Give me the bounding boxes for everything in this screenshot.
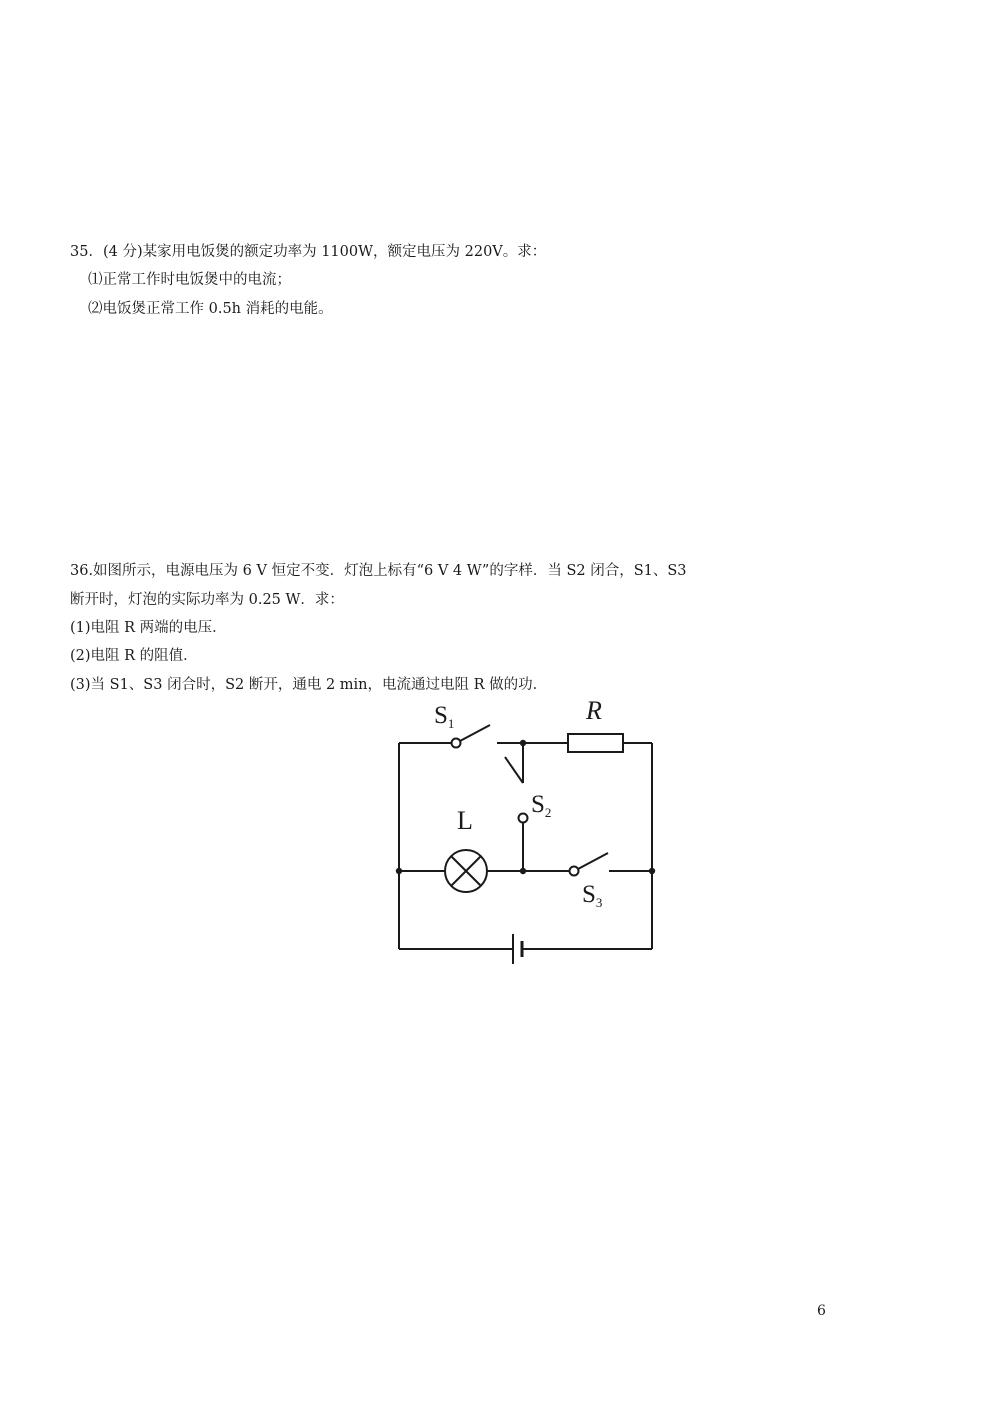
- label-s3: $S_3$: [582, 881, 603, 910]
- circuit-diagram: [380, 695, 680, 975]
- label-r: R: [586, 696, 602, 725]
- junction-right: [649, 868, 655, 874]
- resistor-r: [568, 734, 623, 752]
- switch-s2-pivot: [519, 814, 528, 823]
- junction-left: [396, 868, 402, 874]
- switch-s3-blade: [578, 853, 608, 869]
- label-lamp: L: [457, 806, 473, 835]
- page-number: 6: [817, 1303, 826, 1319]
- q36-part-2: (2)电阻 R 的阻值．: [70, 648, 198, 664]
- junction-top: [520, 740, 526, 746]
- switch-s2-blade: [505, 757, 523, 783]
- q36-part-3: (3)当 S1、S3 闭合时，S2 断开，通电 2 min，电流通过电阻 R 做的功．: [70, 677, 548, 693]
- q36-part-1: (1)电阻 R 两端的电压．: [70, 620, 227, 636]
- q35-stem: 35．(4 分)某家用电饭煲的额定功率为 1100W，额定电压为 220V。求：: [70, 244, 547, 260]
- label-s2: $S_2$: [531, 791, 552, 820]
- junction-middle: [520, 868, 526, 874]
- q35-part-1: ⑴正常工作时电饭煲中的电流；: [88, 272, 291, 288]
- label-s1: $S_1$: [434, 702, 455, 731]
- switch-s1-pivot: [452, 739, 461, 748]
- q36-stem-line-1: 36.如图所示，电源电压为 6 V 恒定不变．灯泡上标有“6 V 4 W”的字样．当 S2 闭合，S1、S3: [70, 563, 687, 579]
- q36-stem-line-2: 断开时，灯泡的实际功率为 0.25 W．求：: [70, 592, 344, 608]
- switch-s1-blade: [460, 725, 490, 741]
- q35-part-2: ⑵电饭煲正常工作 0.5h 消耗的电能。: [88, 301, 333, 317]
- switch-s3-pivot: [570, 867, 579, 876]
